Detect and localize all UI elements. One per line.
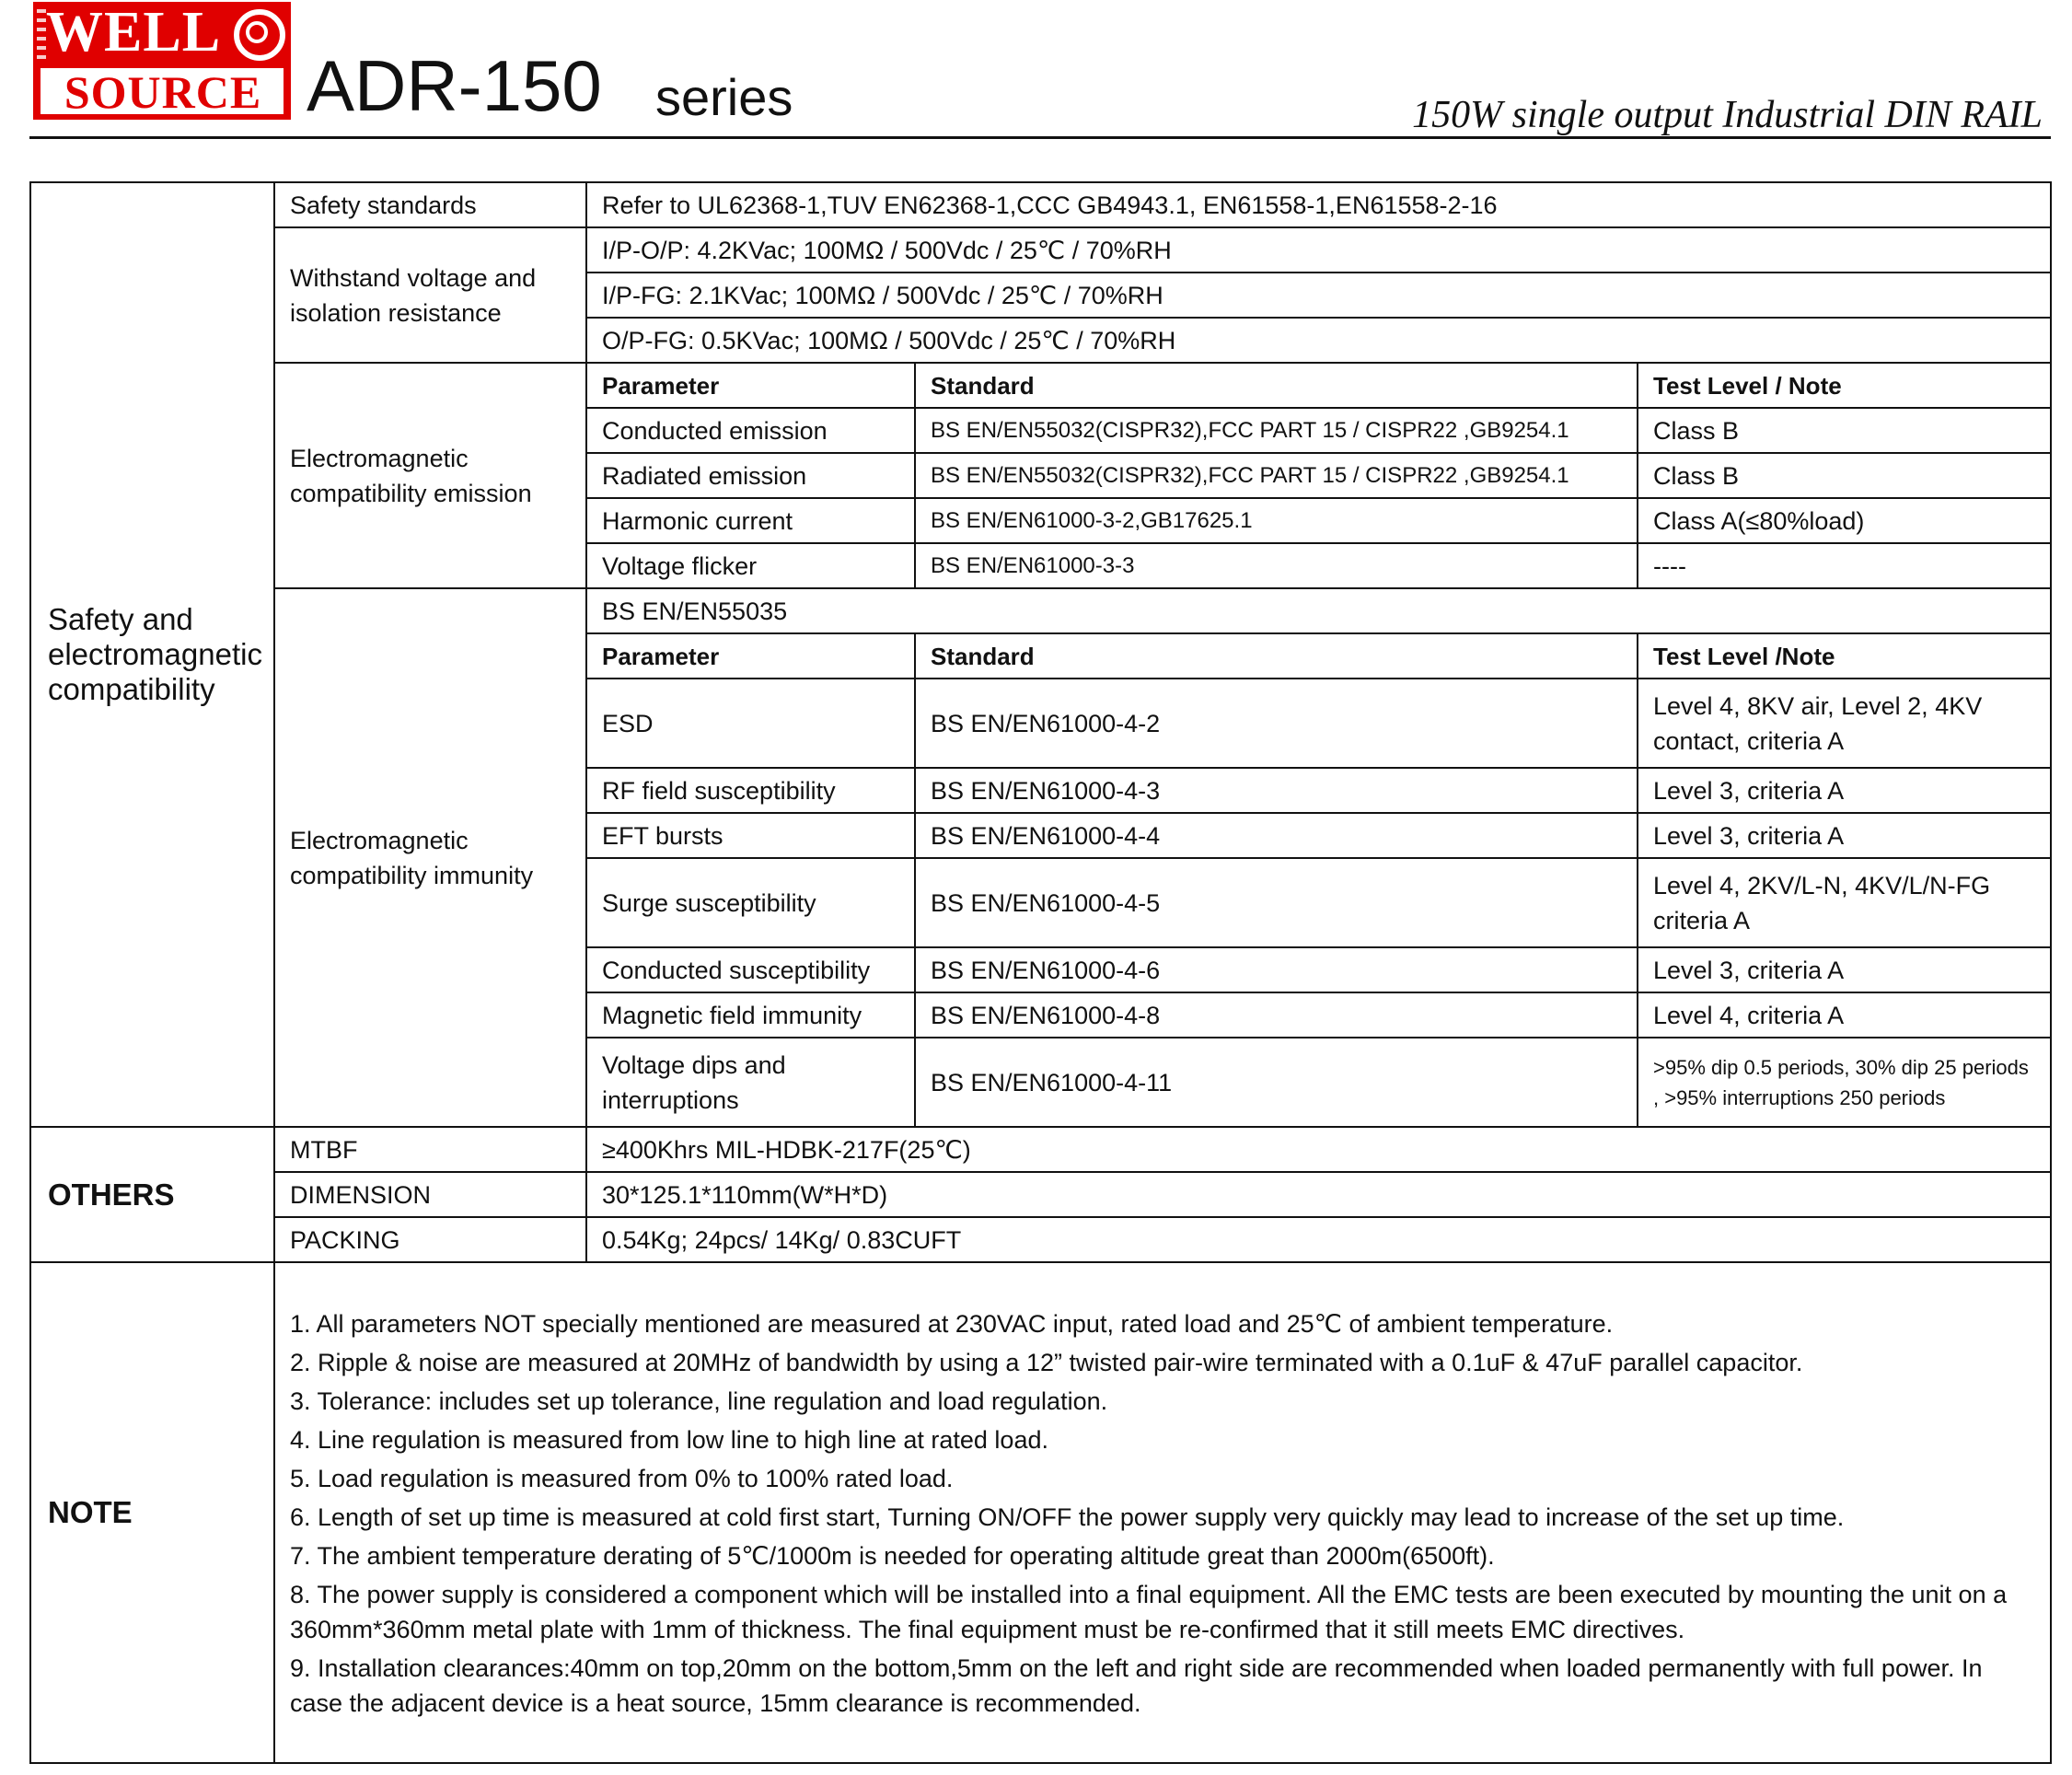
emission-note: Class B xyxy=(1638,408,2051,453)
emission-header-note: Test Level / Note xyxy=(1638,363,2051,408)
table-row xyxy=(30,1127,2051,1172)
logo-ring-inner-icon xyxy=(246,21,268,43)
emission-parameter: Harmonic current xyxy=(586,498,915,543)
series-label: series xyxy=(655,68,793,126)
note-item: 6. Length of set up time is measured at cold first start, Turning ON/OFF the power supply very quickly may lead to increase of the set up time. xyxy=(290,1503,1845,1531)
immunity-note: Level 4, 2KV/L-N, 4KV/L/N-FG criteria A xyxy=(1638,858,2051,947)
note-list xyxy=(274,1262,2051,1763)
emission-header-parameter: Parameter xyxy=(586,363,915,408)
note-item: 9. Installation clearances:40mm on top,20mm on the bottom,5mm on the left and right side are recommended when loaded permanently with full power. In case the adjacent device is a heat source, 15mm clearance is recommended. xyxy=(290,1654,1983,1717)
note-item: 4. Line regulation is measured from low line to high line at rated load. xyxy=(290,1426,1048,1454)
group-others: OTHERS xyxy=(30,1127,274,1262)
emission-note: Class A(≤80%load) xyxy=(1638,498,2051,543)
withstand-value: O/P-FG: 0.5KVac; 100MΩ / 500Vdc / 25℃ / 70%RH xyxy=(586,318,2051,363)
immunity-parameter: EFT bursts xyxy=(586,813,915,858)
table-row xyxy=(30,1262,2051,1763)
note-item: 7. The ambient temperature derating of 5℃/1000m is needed for operating altitude great than 2000m(6500ft). xyxy=(290,1542,1495,1570)
note-item: 3. Tolerance: includes set up tolerance, line regulation and load regulation. xyxy=(290,1387,1108,1415)
immunity-standard-value: BS EN/EN61000-4-6 xyxy=(915,947,1638,992)
immunity-standard-value: BS EN/EN61000-4-8 xyxy=(915,992,1638,1038)
emission-parameter: Radiated emission xyxy=(586,453,915,498)
table-row xyxy=(30,182,2051,227)
spec-table xyxy=(29,181,2052,1764)
logo-text-bottom: SOURCE xyxy=(64,66,262,118)
immunity-header-note: Test Level /Note xyxy=(1638,633,2051,679)
emission-header-standard: Standard xyxy=(915,363,1638,408)
emission-note: ---- xyxy=(1638,543,2051,588)
immunity-parameter: Magnetic field immunity xyxy=(586,992,915,1038)
immunity-note: Level 3, criteria A xyxy=(1638,768,2051,813)
immunity-label: Electromagnetic compatibility immunity xyxy=(274,588,586,1127)
table-row xyxy=(30,1172,2051,1217)
immunity-parameter: Surge susceptibility xyxy=(586,858,915,947)
logo-dot-pattern xyxy=(37,9,46,64)
immunity-standard-value: BS EN/EN61000-4-5 xyxy=(915,858,1638,947)
immunity-header-standard: Standard xyxy=(915,633,1638,679)
note-item: 8. The power supply is considered a component which will be installed into a final equipment. All the EMC tests are been executed by mounting the unit on a 360mm*360mm metal plate with 1mm of thickness. The final equipment must be re-confirmed that it still meets EMC directives. xyxy=(290,1581,2008,1643)
immunity-note: >95% dip 0.5 periods, 30% dip 25 periods , >95% interruptions 250 periods xyxy=(1638,1038,2051,1127)
emission-standard: BS EN/EN55032(CISPR32),FCC PART 15 / CISPR22 ,GB9254.1 xyxy=(915,453,1638,498)
others-label: PACKING xyxy=(274,1217,586,1262)
withstand-value: I/P-O/P: 4.2KVac; 100MΩ / 500Vdc / 25℃ / 70%RH xyxy=(586,227,2051,273)
emission-standard: BS EN/EN61000-3-2,GB17625.1 xyxy=(915,498,1638,543)
table-row xyxy=(30,227,2051,273)
others-value: ≥400Khrs MIL-HDBK-217F(25℃) xyxy=(586,1127,2051,1172)
immunity-parameter: Conducted susceptibility xyxy=(586,947,915,992)
emission-standard: BS EN/EN55032(CISPR32),FCC PART 15 / CISPR22 ,GB9254.1 xyxy=(915,408,1638,453)
immunity-parameter: ESD xyxy=(586,679,915,768)
immunity-standard-value: BS EN/EN61000-4-4 xyxy=(915,813,1638,858)
immunity-parameter: Voltage dips and interruptions xyxy=(586,1038,915,1127)
immunity-standard-value: BS EN/EN61000-4-2 xyxy=(915,679,1638,768)
table-row xyxy=(30,1217,2051,1262)
immunity-standard-value: BS EN/EN61000-4-3 xyxy=(915,768,1638,813)
others-label: MTBF xyxy=(274,1127,586,1172)
note-item: 2. Ripple & noise are measured at 20MHz of bandwidth by using a 12” twisted pair-wire terminated with a 0.1uF & 47uF parallel capacitor. xyxy=(290,1349,1803,1376)
note-item: 1. All parameters NOT specially mentioned are measured at 230VAC input, rated load and 25℃ of ambient temperature. xyxy=(290,1310,1614,1338)
immunity-header-parameter: Parameter xyxy=(586,633,915,679)
others-value: 0.54Kg; 24pcs/ 14Kg/ 0.83CUFT xyxy=(586,1217,2051,1262)
emission-parameter: Conducted emission xyxy=(586,408,915,453)
immunity-note: Level 4, criteria A xyxy=(1638,992,2051,1038)
emission-label: Electromagnetic compatibility emission xyxy=(274,363,586,588)
emission-standard: BS EN/EN61000-3-3 xyxy=(915,543,1638,588)
safety-standards-value: Refer to UL62368-1,TUV EN62368-1,CCC GB4943.1, EN61558-1,EN61558-2-16 xyxy=(586,182,2051,227)
table-row xyxy=(30,363,2051,408)
immunity-standard-value: BS EN/EN61000-4-11 xyxy=(915,1038,1638,1127)
emission-note: Class B xyxy=(1638,453,2051,498)
emission-parameter: Voltage flicker xyxy=(586,543,915,588)
logo-text-top: WELL xyxy=(46,1,222,64)
model-title: ADR-150 xyxy=(307,45,602,126)
group-safety-emc: Safety and electromagnetic compatibility xyxy=(30,182,274,1127)
immunity-note: Level 3, criteria A xyxy=(1638,813,2051,858)
brand-logo xyxy=(33,2,291,120)
immunity-parameter: RF field susceptibility xyxy=(586,768,915,813)
product-subtitle: 150W single output Industrial DIN RAIL xyxy=(1412,94,2043,136)
immunity-standard: BS EN/EN55035 xyxy=(586,588,2051,633)
withstand-label: Withstand voltage and isolation resistance xyxy=(274,227,586,363)
others-value: 30*125.1*110mm(W*H*D) xyxy=(586,1172,2051,1217)
note-item: 5. Load regulation is measured from 0% to 100% rated load. xyxy=(290,1465,954,1492)
safety-standards-label: Safety standards xyxy=(274,182,586,227)
group-note: NOTE xyxy=(30,1262,274,1763)
immunity-note: Level 3, criteria A xyxy=(1638,947,2051,992)
table-row xyxy=(30,588,2051,633)
withstand-value: I/P-FG: 2.1KVac; 100MΩ / 500Vdc / 25℃ / 70%RH xyxy=(586,273,2051,318)
others-label: DIMENSION xyxy=(274,1172,586,1217)
header-rule xyxy=(29,136,2051,139)
immunity-note: Level 4, 8KV air, Level 2, 4KV contact, criteria A xyxy=(1638,679,2051,768)
